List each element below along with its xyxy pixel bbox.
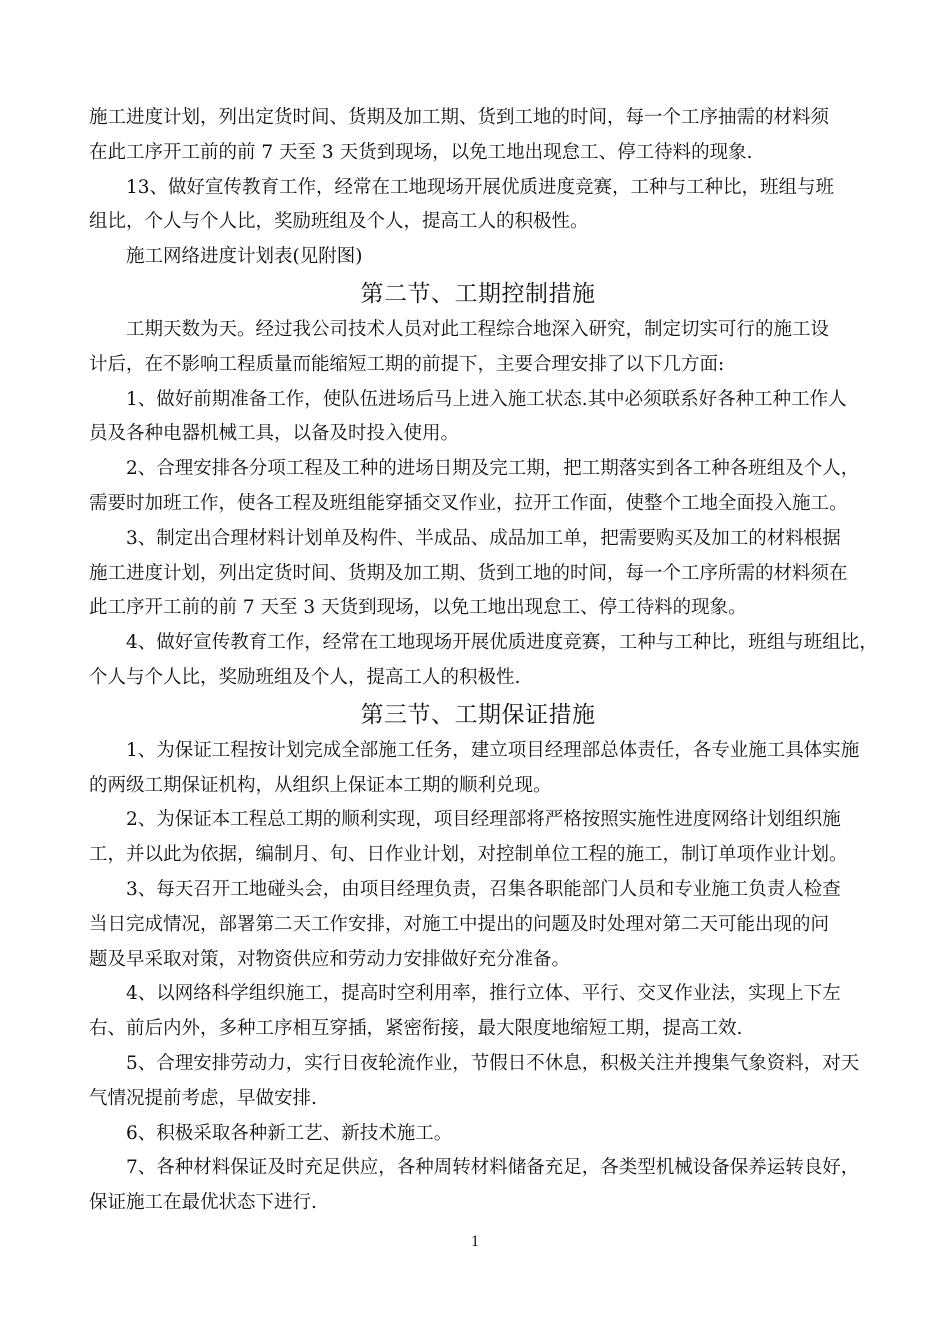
paragraph (89, 452, 867, 522)
paragraph-line: 1、做好前期准备工作，使队伍进场后马上进入施工状态.其中必须联系好各种工种工作人 (126, 388, 847, 410)
paragraph-line: 4、做好宣传教育工作，经常在工地现场开展优质进度竞赛，工种与工种比，班组与班组比， (126, 632, 878, 654)
paragraph-line: 工，并以此为依据，编制月、旬、日作业计划，对控制单位工程的施工，制订单项作业计划。 (89, 844, 848, 866)
section-heading: 第三节、工期保证措施 (360, 701, 596, 728)
paragraph-line: 3、每天召开工地碰头会，由项目经理负责，召集各职能部门人员和专业施工负责人检查 (126, 878, 841, 900)
paragraph-line: 5、合理安排劳动力，实行日夜轮流作业，节假日不休息，积极关注并搜集气象资料，对天 (126, 1052, 860, 1074)
paragraph-line: 7、各种材料保证及时充足供应，各种周转材料储备充足，各类型机械设备保养运转良好， (126, 1157, 860, 1179)
paragraph (89, 734, 867, 804)
paragraph (89, 803, 867, 873)
paragraph (89, 522, 867, 626)
paragraph-line: 2、为保证本工程总工期的顺利实现，项目经理部将严格按照实施性进度网络计划组织施 (126, 809, 841, 831)
section-heading: 第二节、工期控制措施 (360, 280, 596, 307)
paragraph-line: 1、为保证工程按计划完成全部施工任务，建立项目经理部总体责任，各专业施工具体实施 (126, 739, 860, 761)
paragraph (89, 1117, 867, 1152)
paragraph-line: 个人与个人比，奖励班组及个人，提高工人的积极性. (89, 666, 521, 688)
paragraph-line: 施工进度计划，列出定货时间、货期及加工期、货到工地的时间，每一个工序抽需的材料须 (89, 107, 830, 128)
paragraph (89, 313, 867, 383)
paragraph-line: 计后，在不影响工程质量而能缩短工期的前提下，主要合理安排了以下几方面: (89, 353, 725, 375)
paragraph-line: 13、做好宣传教育工作，经常在工地现场开展优质进度竞赛，工种与工种比，班组与班 (126, 176, 835, 198)
paragraph-line: 在此工序开工前的前 7 天至 3 天货到现场，以免工地出现怠工、停工待料的现象. (89, 141, 753, 163)
paragraph (89, 1151, 867, 1221)
paragraph-line: 施工进度计划，列出定货时间、货期及加工期、货到工地的时间，每一个工序所需的材料须在 (89, 562, 848, 584)
page-number: 1 (471, 1233, 479, 1250)
paragraph (89, 240, 867, 275)
paragraph-line: 6、积极采取各种新工艺、新技术施工。 (126, 1122, 453, 1144)
paragraph-line: 3、制定出合理材料计划单及构件、半成品、成品加工单，把需要购买及加工的材料根据 (126, 527, 841, 549)
paragraph-line: 4、以网络科学组织施工，提高时空利用率，推行立体、平行、交叉作业法，实现上下左 (126, 983, 841, 1005)
paragraph-line: 题及早采取对策，对物资供应和劳动力安排做好充分准备。 (89, 948, 571, 970)
paragraph (89, 977, 867, 1047)
paragraph-line: 此工序开工前的前 7 天至 3 天货到现场，以免工地出现怠工、停工待料的现象。 (89, 597, 747, 619)
paragraph-line: 的两级工期保证机构，从组织上保证本工期的顺利兑现。 (89, 774, 552, 796)
paragraph-line: 气情况提前考虑，早做安排. (89, 1087, 317, 1109)
document-body (89, 101, 878, 1221)
paragraph (89, 383, 867, 453)
paragraph-line: 施工网络进度计划表(见附图) (126, 246, 363, 268)
paragraph (89, 101, 867, 171)
paragraph (89, 626, 878, 696)
paragraph (89, 873, 867, 977)
paragraph-line: 需要时加班工作，使各工程及班组能穿插交叉作业，拉开工作面，使整个工地全面投入施工。 (89, 492, 848, 514)
paragraph-line: 当日完成情况，部署第二天工作安排，对施工中提出的问题及时处理对第二天可能出现的问 (89, 913, 830, 935)
paragraph-line: 右、前后内外，多种工序相互穿插，紧密衔接，最大限度地缩短工期，提高工效. (89, 1018, 743, 1040)
paragraph-line: 保证施工在最优状态下进行. (89, 1192, 317, 1214)
paragraph-line: 员及各种电器机械工具，以备及时投入使用。 (89, 423, 460, 445)
paragraph-line: 2、合理安排各分项工程及工种的进场日期及完工期，把工期落实到各工种各班组及个人， (126, 458, 860, 480)
paragraph (89, 1047, 867, 1117)
paragraph (89, 171, 867, 241)
paragraph-line: 组比，个人与个人比，奖励班组及个人，提高工人的积极性。 (89, 211, 589, 233)
paragraph-line: 工期天数为天。经过我公司技术人员对此工程综合地深入研究，制定切实可行的施工设 (126, 318, 830, 340)
